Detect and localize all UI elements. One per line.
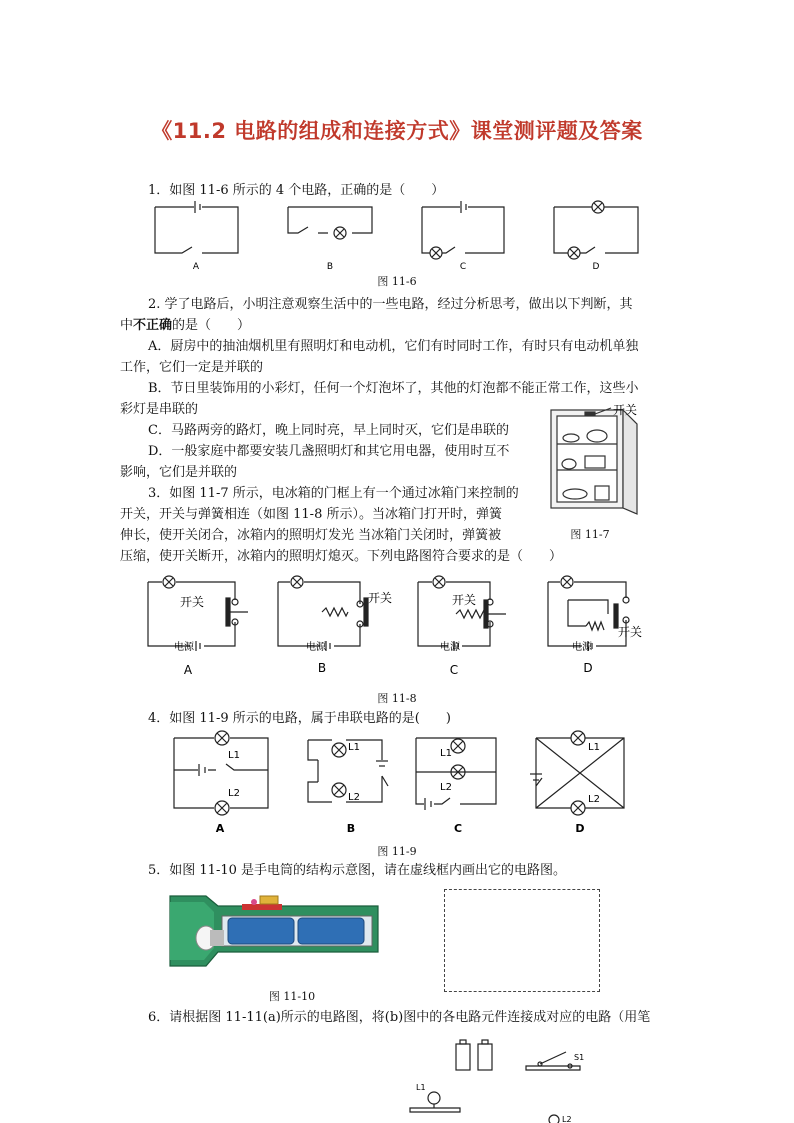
figure-11-7-caption: 图 11-7 [570,528,610,541]
question-2-line2: 中不正确的是（ ） [120,318,251,333]
fig6-label-a: A [192,262,200,272]
fig9a-l2: L2 [228,788,240,799]
question-2-line1: 2. 学了电路后，小明注意观察生活中的一些电路，经过分析思考，做出以下判断，其 [148,297,633,312]
fig6-label-d: D [592,262,600,272]
fig6-label-c: C [459,262,467,272]
fig9b-l1: L1 [348,742,360,753]
option-a-line2: 工作，它们一定是并联的 [120,360,264,375]
fig9d-l1: L1 [588,742,600,753]
fig9b-l2: L2 [348,792,360,803]
fig8c-switch-label: 开关 [452,593,477,607]
components-figure [400,1030,600,1123]
option-b-line2: 彩灯是串联的 [120,402,199,417]
flashlight-figure [166,892,386,982]
option-c: C．马路两旁的路灯，晚上同时亮，早上同时灭，它们是串联的 [148,423,509,438]
figure-11-10-caption: 图 11-10 [268,990,316,1003]
option-d-line2: 影响，它们是并联的 [120,465,238,480]
fig8a-switch-label: 开关 [180,595,205,609]
figure-11-6-caption: 图 11-6 [377,275,417,288]
fig9-label-b: B [346,822,356,835]
fig8a-source-label: 电源 [174,642,194,653]
figure-11-8 [140,570,660,685]
fig8c-source-label: 电源 [440,642,460,653]
fig9-label-c: C [453,822,463,835]
fig9c-l2: L2 [440,782,452,793]
fig8b-source-label: 电源 [306,642,326,653]
fig8-label-b: B [317,661,327,675]
fig9-label-a: A [215,822,225,835]
option-b-line1: B．节日里装饰用的小彩灯，任何一个灯泡坏了，其他的灯泡都不能正常工作，这些小 [148,381,639,396]
question-3-line3: 伸长，使开关闭合，冰箱内的照明灯发光 当冰箱门关闭时，弹簧被 [120,528,502,543]
fig9a-l1: L1 [228,750,240,761]
fig8b-switch-label: 开关 [368,591,393,605]
question-3-line2: 开关，开关与弹簧相连（如图 11-8 所示）。当冰箱门打开时，弹簧 [120,507,502,522]
fridge-figure [545,400,655,520]
fig9-label-d: D [575,822,585,835]
question-3-line4: 压缩，使开关断开，冰箱内的照明灯熄灭。下列电路图符合要求的是（ ） [120,549,563,564]
answer-box [444,889,600,992]
question-4-text: 4．如图 11-9 所示的电路，属于串联电路的是( ) [148,711,451,726]
question-3-line1: 3．如图 11-7 所示，电冰箱的门框上有一个通过冰箱门来控制的 [148,486,519,501]
label-l2: L2 [562,1115,572,1123]
label-s1: S1 [574,1053,585,1062]
option-d-line1: D．一般家庭中都要安装几盏照明灯和其它用电器，使用时互不 [148,444,510,459]
option-a-line1: A．厨房中的抽油烟机里有照明灯和电动机，它们有时同时工作，有时只有电动机单独 [148,339,639,354]
figure-11-9-caption: 图 11-9 [377,845,417,858]
fig6-label-b: B [326,262,334,272]
figure-11-9 [168,730,638,838]
label-l1: L1 [416,1083,426,1092]
fig9c-l1: L1 [440,748,452,759]
fig9d-l2: L2 [588,794,600,805]
figure-11-6 [140,195,660,275]
question-5-text: 5．如图 11-10 是手电筒的结构示意图，请在虚线框内画出它的电路图。 [148,863,567,878]
fig8d-source-label: 电源 [572,642,592,653]
fig8-label-d: D [583,661,593,675]
fig8-label-c: C [449,663,459,677]
fridge-switch-label: 开关 [613,403,638,417]
question-1-text: 1．如图 11-6 所示的 4 个电路，正确的是（ ） [148,183,445,198]
fig8d-switch-label: 开关 [618,625,643,639]
question-6-text: 6．请根据图 11-11(a)所示的电路图，将(b)图中的各电路元件连接成对应的电路（用笔 [148,1010,651,1025]
page-title: 《11.2 电路的组成和连接方式》课堂测评题及答案 [151,119,643,143]
fig8-label-a: A [183,663,193,677]
figure-11-8-caption: 图 11-8 [377,692,417,705]
